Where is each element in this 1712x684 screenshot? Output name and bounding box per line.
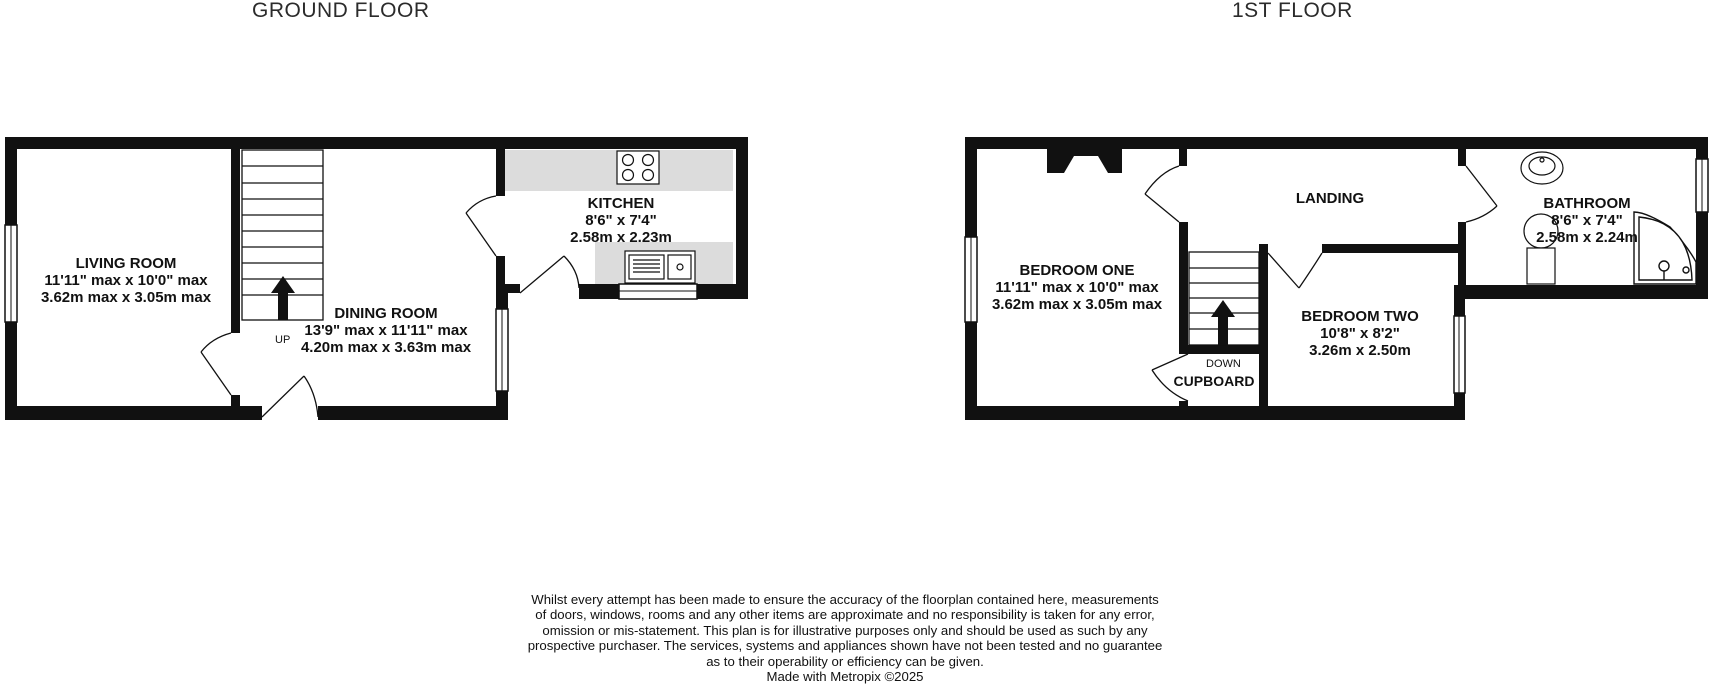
dining-room-dim-metric: 4.20m max x 3.63m max <box>300 339 472 356</box>
disclaimer-line: as to their operability or efficiency can be given. <box>706 653 984 669</box>
kitchen-label <box>558 195 684 246</box>
dining-room-dim-imperial: 13'9" max x 11'11" max <box>304 322 468 339</box>
living-room-dim-metric: 3.62m max x 3.05m max <box>40 289 212 306</box>
bedroom-one-label <box>985 262 1169 313</box>
bedroom-two-dim-metric: 3.26m x 2.50m <box>1309 342 1411 359</box>
disclaimer-credit: Made with Metropix ©2025 <box>766 669 924 684</box>
kitchen-dim-imperial: 8'6" x 7'4" <box>585 212 657 229</box>
hob-icon <box>617 151 659 184</box>
kitchen-dim-metric: 2.58m x 2.23m <box>570 229 672 246</box>
bedroom-one-dim-imperial: 11'11" max x 10'0" max <box>995 279 1159 296</box>
ground-floor-title: GROUND FLOOR <box>252 0 430 22</box>
landing-label <box>1270 190 1390 207</box>
bathroom-dim-metric: 2.58m x 2.24m <box>1536 229 1638 246</box>
disclaimer-line: of doors, windows, rooms and any other items are approximate and no responsibility is taken for any error, <box>535 607 1155 623</box>
stairs-down-arrow <box>1211 300 1235 345</box>
sink-icon <box>625 251 695 283</box>
living-room-name: LIVING ROOM <box>75 255 177 272</box>
dining-room-label <box>291 305 481 356</box>
cupboard-label <box>1168 373 1260 390</box>
stairs-up-label: UP <box>275 334 291 346</box>
disclaimer-line: Whilst every attempt has been made to ensure the accuracy of the floorplan contained here, measurements <box>531 592 1159 607</box>
living-room-label <box>36 255 216 306</box>
dining-room-name: DINING ROOM <box>334 305 438 322</box>
living-room-dim-imperial: 11'11" max x 10'0" max <box>44 272 208 289</box>
chimney-breast <box>1047 149 1122 173</box>
bathroom-dim-imperial: 8'6" x 7'4" <box>1551 212 1623 229</box>
stairs-down-label: DOWN <box>1206 358 1241 370</box>
disclaimer <box>500 592 1190 684</box>
bathroom-label <box>1524 195 1650 246</box>
disclaimer-line: omission or mis-statement. This plan is for illustrative purposes only and should be used as such by any <box>542 622 1148 638</box>
first-floor-title: 1ST FLOOR <box>1232 0 1353 22</box>
bedroom-one-name: BEDROOM ONE <box>1019 262 1135 279</box>
bedroom-two-label <box>1290 308 1430 359</box>
disclaimer-line: prospective purchaser. The services, systems and appliances shown have not been tested and no guarantee <box>527 638 1163 654</box>
cupboard-name: CUPBOARD <box>1173 373 1255 389</box>
bedroom-two-name: BEDROOM TWO <box>1301 308 1419 325</box>
bathroom-name: BATHROOM <box>1543 195 1631 212</box>
landing-name: LANDING <box>1295 190 1365 207</box>
basin-icon <box>1521 152 1563 184</box>
kitchen-name: KITCHEN <box>587 195 655 212</box>
bedroom-one-dim-metric: 3.62m max x 3.05m max <box>991 296 1163 313</box>
bedroom-two-dim-imperial: 10'8" x 8'2" <box>1320 325 1400 342</box>
